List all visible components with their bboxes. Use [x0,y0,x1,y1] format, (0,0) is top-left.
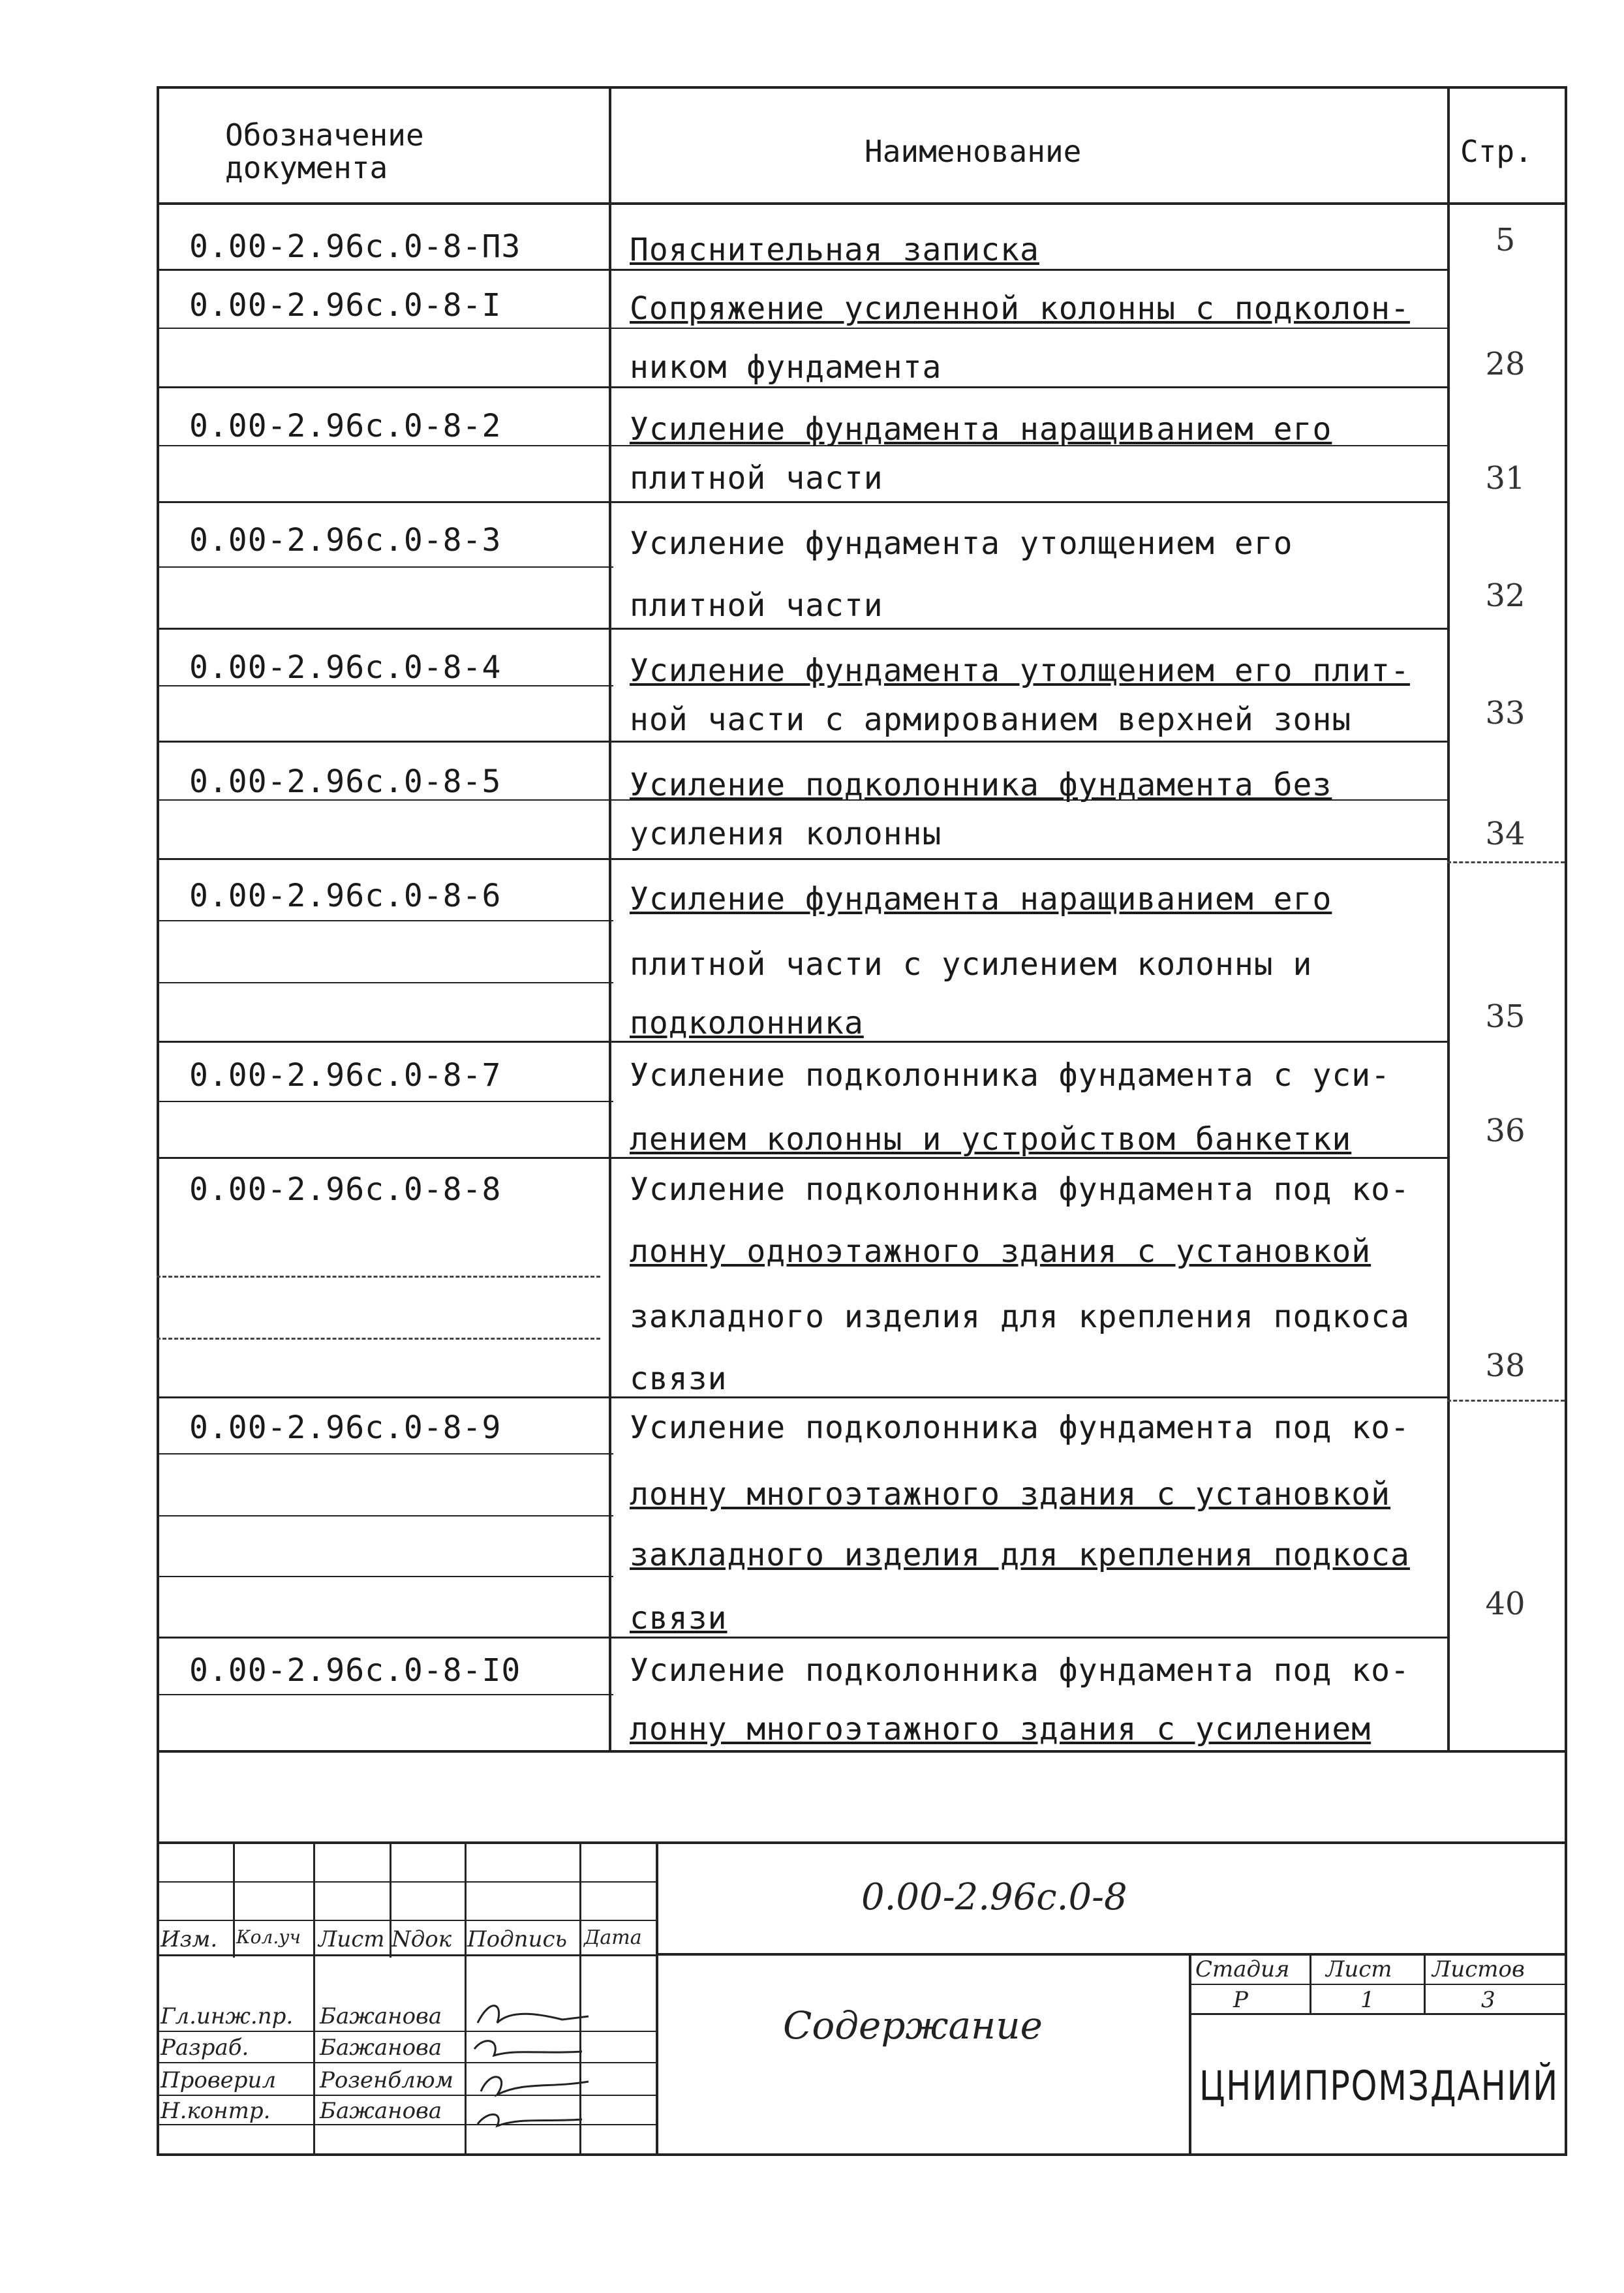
row-name-line: Усиление фундамента наращиванием его [630,881,1332,917]
row-page: 40 [1485,1586,1525,1622]
rev-hline [157,1954,658,1956]
row-name-line: ной части с армированием верхней зоны [630,701,1352,738]
rev-header: Nдок [391,1926,452,1952]
row-sep [157,501,1448,503]
sub-line [157,1101,613,1102]
sub-line [157,566,613,568]
signature-1 [478,2006,589,2023]
row-name-line: Усиление фундамента утолщением его плит- [630,653,1410,689]
stamp-mid [656,1953,1567,1956]
stamp-top [157,1841,1567,1844]
row-designation: 0.00-2.96с.0-8-I0 [189,1652,521,1689]
row-name-line: плитной части [630,587,883,624]
row-page: 38 [1485,1347,1525,1384]
row-sep [157,269,1448,271]
frame-right [1565,86,1567,2156]
row-sep [157,386,1448,388]
row-page: 35 [1485,998,1525,1035]
row-sep [157,741,1448,743]
row-page: 5 [1495,222,1516,258]
stamp-stage-hline2 [1189,2013,1566,2015]
row-name-line: закладного изделия для крепления подкоса [630,1299,1410,1335]
row-page: 34 [1485,816,1525,852]
row-name-line: Пояснительная записка [630,232,1039,268]
rev-header: Подпись [467,1926,568,1952]
stamp-stage-hline [1189,1984,1566,1985]
header-name: Наименование [865,134,1082,169]
signature-2 [474,2041,582,2055]
row-name-line: Усиление подколонника фундамента без [630,767,1332,803]
row-page: 31 [1485,460,1525,497]
row-name-line: лонну многоэтажного здания с установкой [630,1476,1391,1513]
row-name-line: плитной части [630,460,883,497]
row-name-line: Усиление подколонника фундамента под ко- [630,1409,1410,1446]
row-designation: 0.00-2.96с.0-8-7 [189,1057,502,1094]
table-bottom [157,1750,1567,1753]
sheet-label: Лист [1326,1956,1392,1982]
organization-name: ЦНИИПРОМЗДАНИЙ [1199,2062,1559,2110]
frame-left [157,86,159,2156]
sheets-label: Листов [1432,1956,1525,1982]
header-divider [157,202,1567,205]
doc-title: Содержание [783,2003,1043,2048]
row-name-line: Усиление подколонника фундамента под ко- [630,1652,1410,1689]
signer-name: Бажанова [320,2035,442,2061]
row-sep [157,858,1448,860]
row-page: 36 [1485,1113,1525,1149]
row-name-line: лонну многоэтажного здания с усилением [630,1711,1371,1747]
signatures-drawing [465,1984,595,2134]
row-page: 32 [1485,577,1525,614]
row-designation: 0.00-2.96с.0-8-ПЗ [189,228,521,265]
sub-line [157,1694,613,1695]
sub-line [157,1576,613,1577]
row-name-line: усиления колонны [630,816,942,852]
signature-3 [481,2077,589,2095]
rev-header: Изм. [161,1926,218,1952]
col-divider-2 [1447,86,1450,1750]
row-designation: 0.00-2.96с.0-8-5 [189,763,502,800]
row-designation: 0.00-2.96с.0-8-2 [189,408,502,444]
row-name-line: Сопряжение усиленной колонны с подколон- [630,290,1410,327]
signer-name: Розенблюм [320,2067,453,2093]
row-name-line: Усиление подколонника фундамента под ко- [630,1171,1410,1208]
rev-header: Дата [584,1926,642,1949]
rev-hline [157,1920,658,1921]
stage-label: Стадия [1195,1956,1290,1982]
dashed-guide [1447,1400,1565,1402]
sheet-value: 1 [1360,1987,1375,2013]
row-name-line: Усиление фундамента утолщением его [630,525,1293,562]
row-sep [157,628,1448,630]
row-name-line: ником фундамента [630,349,942,386]
row-designation: 0.00-2.96с.0-8-4 [189,649,502,686]
row-page: 28 [1485,346,1525,382]
col-divider-1 [609,86,611,1750]
row-name-line: лонну одноэтажного здания с установкой [630,1233,1371,1270]
signer-role: Н.контр. [161,2098,271,2124]
sub-line [157,1453,613,1454]
header-page: Стр. [1460,134,1533,169]
row-sep [157,1396,1448,1398]
stage-value: Р [1233,1987,1248,2013]
sub-line [157,982,613,983]
dashed-guide [1447,861,1565,863]
row-designation: 0.00-2.96с.0-8-8 [189,1171,502,1208]
row-page: 33 [1485,695,1525,731]
row-name-line: плитной части с усилением колонны и [630,946,1313,983]
sub-line [157,1515,613,1516]
row-name-line: закладного изделия для крепления подкоса [630,1537,1410,1573]
header-designation-line2: документа [225,150,388,185]
row-name-line: связи [630,1361,728,1397]
frame-bottom [157,2153,1567,2156]
row-name-line: лением колонны и устройством банкетки [630,1121,1352,1158]
row-sep [157,1637,1448,1639]
rev-vline [313,1841,315,2155]
rev-header: Кол.уч [236,1926,301,1948]
frame-top [157,86,1567,89]
signer-role: Проверил [161,2067,277,2093]
sub-line [157,920,613,921]
dashed-guide [157,1338,600,1340]
signer-role: Разраб. [161,2035,249,2061]
row-designation: 0.00-2.96с.0-8-3 [189,522,502,559]
rev-hline [157,1881,658,1883]
doc-code: 0.00-2.96с.0-8 [861,1876,1127,1918]
stamp-vline-main [656,1841,658,2155]
row-designation: 0.00-2.96с.0-8-I [189,287,502,324]
row-name-line: связи [630,1600,728,1637]
row-name-line: подколонника [630,1005,864,1041]
rev-header: Лист [318,1926,385,1952]
signature-4 [478,2114,582,2126]
sheets-value: 3 [1481,1987,1495,2013]
rev-vline [233,1841,235,1958]
sub-line [157,328,1448,329]
signer-name: Бажанова [320,2098,442,2124]
dashed-guide [157,1276,600,1278]
stamp-stage-vline [1424,1953,1426,2015]
row-designation: 0.00-2.96с.0-8-9 [189,1409,502,1446]
row-name-line: Усиление подколонника фундамента с уси- [630,1057,1391,1094]
header-designation-line1: Обозначение [225,117,424,153]
stamp-stage-vline [1310,1953,1311,2015]
row-designation: 0.00-2.96с.0-8-6 [189,878,502,914]
row-name-line: Усиление фундамента наращиванием его [630,411,1332,448]
signer-role: Гл.инж.пр. [161,2003,294,2029]
signer-name: Бажанова [320,2003,442,2029]
